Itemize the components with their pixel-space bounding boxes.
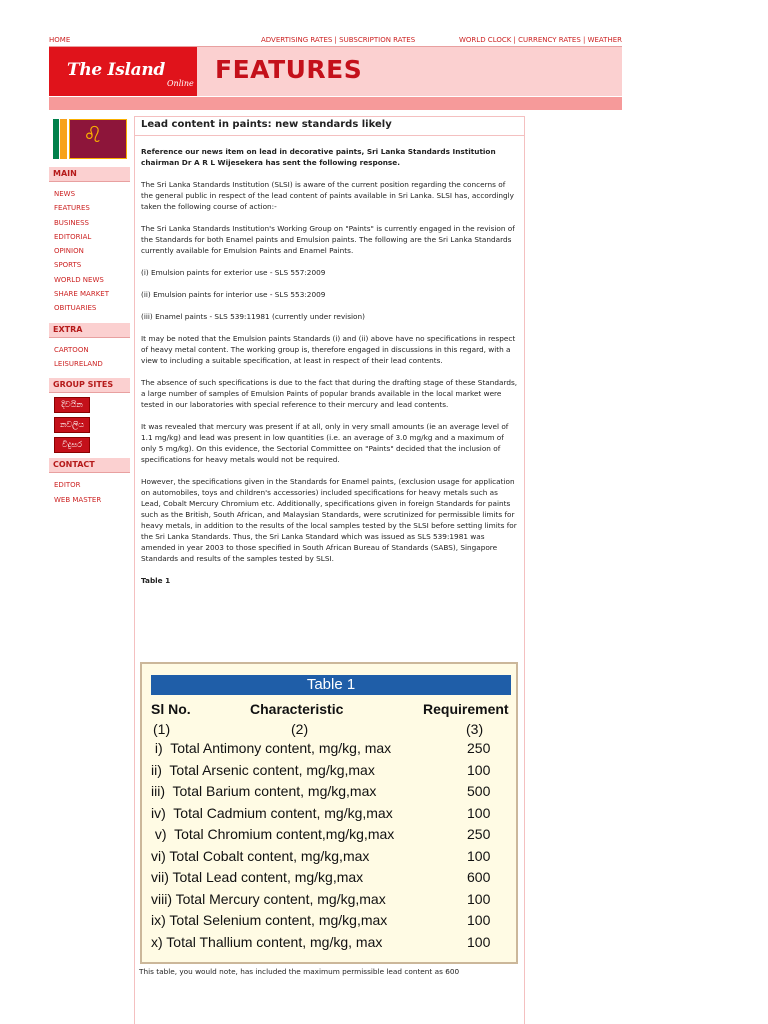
article-paragraph: The Sri Lanka Standards Institution's Working Group on "Paints" is currently engaged in the revision of the Standards for both Enamel paints and Emulsion paints. The following are the Sri Lanka Standards currently available for Emulsion Paints and Enamel Paints. — [141, 224, 515, 255]
col-number-3: (3) — [466, 721, 484, 737]
article-paragraph: It was revealed that mercury was present if at all, only in very small amounts (ie an average level of 1.1 mg/kg) and lead was present in low quantities (i.e. an average of 3.0 mg/kg and a maximum of only 5 mg/kg). On this evidence, the Sectorial Committee on "Paints" decided that the inclusion of specifications for heavy metals would not be required. — [141, 422, 509, 464]
article-paragraph: However, the specifications given in the Standards for Enamel paints, (exclusion usage for application on automobiles, toys and children's accessories) included specifications for heavy metals such as Lead, Cobalt Mercury Chromium etc. Additionally, specifications given in foreign Standards for paints such as the British, South African, and Malaysian Standards, were scrutinized for permissible limits for heavy metals, in addition to the results of the local samples tested by the SLSI before setting limits for the Sri Lanka Standards. Thus, the Sri Lanka Standard which was issued as SLS 539:1981 was amended in year 2003 to those specified in South African Bureau of Standards (SABS), Singapore Standards and results of the samples tested by SLSI. — [141, 477, 517, 563]
table-cell-requirement: 100 — [467, 933, 491, 950]
sidebar-item-obituaries[interactable]: OBITUARIES — [54, 304, 97, 313]
article-paragraph: (i) Emulsion paints for exterior use - SLS 557:2009 — [141, 268, 326, 277]
sidebar-heading-main: MAIN — [49, 167, 130, 182]
table-label: Table 1 — [141, 576, 171, 585]
sidebar-item-share-market[interactable]: SHARE MARKET — [54, 290, 109, 299]
table-row — [151, 783, 511, 803]
sidebar-main-links — [49, 182, 130, 318]
table-cell-characteristic: iii) Total Barium content, mg/kg,max — [151, 783, 377, 799]
article-panel — [134, 116, 525, 1024]
article-paragraph: The Sri Lanka Standards Institution (SLSI) is aware of the current position regarding the concerns of the general public in respect of the lead content of paints available in Sri Lanka. SLSI has, accordingly taken the following course of action:- — [141, 180, 514, 211]
sidebar-item-editor[interactable]: EDITOR — [54, 481, 81, 490]
table-cell-requirement: 100 — [467, 847, 491, 864]
sidebar-item-world-news[interactable]: WORLD NEWS — [54, 275, 104, 284]
article-tail-text: This table, you would note, has included the maximum permissible lead content as 600 — [139, 967, 460, 976]
table-cell-requirement: 500 — [467, 783, 491, 799]
group-site-logo-2[interactable]: නවලිය — [54, 417, 90, 433]
article-intro: Reference our news item on lead in decorative paints, Sri Lanka Standards Institution chairman Dr A R L Wijesekera has sent the following response. — [141, 147, 496, 167]
sidebar-item-cartoon[interactable]: CARTOON — [54, 345, 89, 354]
sidebar — [49, 116, 130, 509]
table-cell-requirement: 100 — [467, 804, 491, 821]
article-paragraphs — [141, 179, 519, 564]
article-paragraph: It may be noted that the Emulsion paints Standards (i) and (ii) above have no specifications in respect of heavy metal content. The working group is, therefore engaged in discussions in this regard, with a view to including a suitable specification, at least in respect of their lead contents. — [141, 334, 516, 365]
top-nav — [49, 36, 622, 46]
sidebar-item-sports[interactable]: SPORTS — [54, 261, 82, 270]
table-cell-characteristic: vii) Total Lead content, mg/kg,max — [151, 869, 364, 885]
logo-subtitle: Online — [167, 79, 194, 88]
article-paragraph: (iii) Enamel paints - SLS 539:11981 (currently under revision) — [141, 312, 365, 321]
table-cell-characteristic: vi) Total Cobalt content, mg/kg,max — [151, 847, 370, 864]
article-paragraph: The absence of such specifications is due to the fact that during the drafting stage of these Standards, a large number of samples of Emulsion Paints of popular brands available in the local market were tested in our laboratories with special reference to their mercury and lead contents. — [141, 378, 518, 409]
group-site-logo-1[interactable]: දිවයින — [54, 397, 90, 413]
sidebar-item-editorial[interactable]: EDITORIAL — [54, 232, 92, 241]
table-cell-characteristic: ii) Total Arsenic content, mg/kg,max — [151, 761, 375, 778]
col-header-characteristic: Characteristic — [250, 701, 344, 717]
table-row — [151, 912, 511, 932]
header-banner — [49, 46, 622, 96]
table-cell-requirement: 100 — [467, 912, 491, 928]
group-site-logo-3[interactable]: විදුසර — [54, 437, 90, 453]
sidebar-item-news[interactable]: NEWS — [54, 190, 76, 198]
sidebar-item-features[interactable]: FEATURES — [54, 204, 90, 213]
table-row — [151, 826, 511, 846]
header-divider — [49, 97, 622, 110]
table-cell-requirement: 600 — [467, 869, 491, 885]
table-cell-characteristic: ix) Total Selenium content, mg/kg,max — [151, 912, 388, 928]
table-image — [140, 662, 518, 964]
sidebar-extra-links — [49, 338, 130, 374]
sidebar-item-web-master[interactable]: WEB MASTER — [54, 495, 102, 504]
table-row — [151, 869, 511, 889]
table-cell-characteristic: v) Total Chromium content,mg/kg,max — [151, 826, 395, 842]
group-sites-list — [49, 397, 130, 453]
sri-lanka-flag-icon: ♌ — [49, 116, 130, 162]
section-title: FEATURES — [215, 55, 363, 84]
sidebar-item-business[interactable]: BUSINESS — [54, 218, 89, 227]
table-row — [151, 805, 511, 825]
table-cell-characteristic: x) Total Thallium content, mg/kg, max — [151, 933, 383, 950]
sidebar-heading-contact: CONTACT — [49, 458, 130, 473]
article-paragraph: (ii) Emulsion paints for interior use - SLS 553:2009 — [141, 290, 326, 299]
table-cell-requirement: 100 — [467, 890, 491, 907]
logo-title: The Island — [67, 60, 165, 80]
home-link[interactable]: HOME — [49, 36, 71, 44]
table-row — [151, 762, 511, 782]
table-cell-characteristic: iv) Total Cadmium content, mg/kg,max — [151, 804, 393, 821]
utility-links[interactable]: WORLD CLOCK | CURRENCY RATES | WEATHER — [459, 36, 622, 44]
table-row — [151, 891, 511, 911]
article-headline: Lead content in paints: new standards likely — [141, 119, 392, 130]
col-header-requirement: Requirement — [423, 701, 509, 717]
table-row — [151, 934, 511, 954]
table-cell-requirement: 100 — [467, 761, 491, 778]
sidebar-heading-extra: EXTRA — [49, 323, 130, 338]
sidebar-item-opinion[interactable]: OPINION — [54, 247, 84, 256]
col-number-2: (2) — [291, 721, 309, 737]
col-header-slno: Sl No. — [151, 701, 191, 717]
table-title: Table 1 — [151, 675, 511, 695]
table-cell-characteristic: i) Total Antimony content, mg/kg, max — [151, 740, 392, 756]
sidebar-contact-links — [49, 473, 130, 509]
table-row — [151, 848, 511, 868]
col-number-1: (1) — [153, 721, 171, 737]
table-cell-requirement: 250 — [467, 740, 491, 756]
sidebar-heading-group-sites: GROUP SITES — [49, 378, 130, 393]
sidebar-item-leisureland[interactable]: LEISURELAND — [54, 359, 103, 368]
table-cell-characteristic: viii) Total Mercury content, mg/kg,max — [151, 890, 386, 907]
advertising-subscription-links[interactable]: ADVERTISING RATES | SUBSCRIPTION RATES — [261, 36, 416, 44]
table-row — [151, 740, 511, 760]
article-body — [141, 146, 519, 597]
site-logo[interactable] — [49, 47, 197, 96]
table-cell-requirement: 250 — [467, 826, 491, 842]
